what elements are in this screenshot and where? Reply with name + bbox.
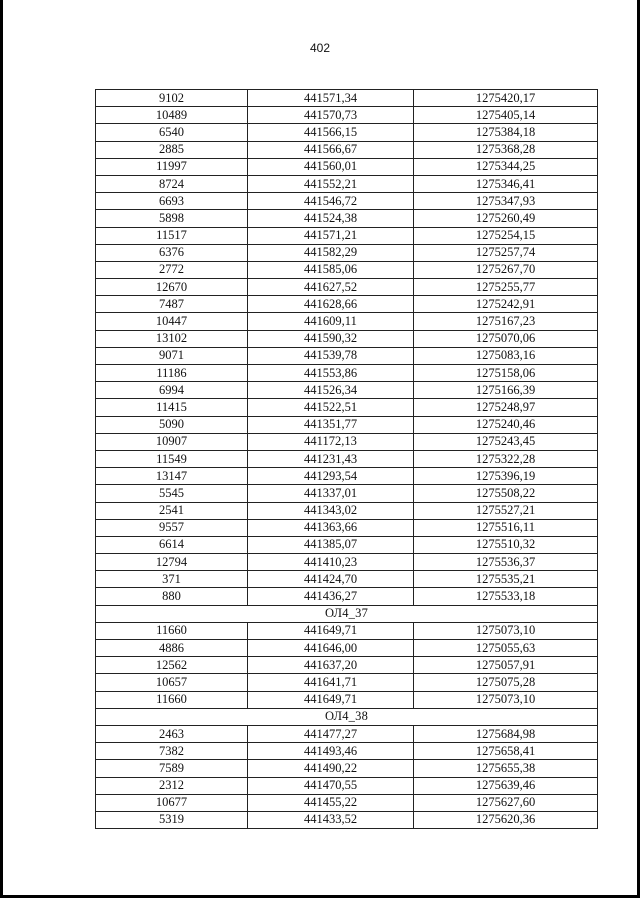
- x-coordinate-cell: 441337,01: [248, 485, 414, 502]
- y-coordinate-cell: 1275347,93: [414, 193, 598, 210]
- x-coordinate-cell: 441649,71: [248, 691, 414, 708]
- point-number-cell: 10677: [96, 794, 248, 811]
- x-coordinate-cell: 441490,22: [248, 760, 414, 777]
- point-number-cell: 880: [96, 588, 248, 605]
- coordinates-table: [95, 89, 598, 829]
- x-coordinate-cell: 441582,29: [248, 244, 414, 261]
- point-number-cell: 9071: [96, 347, 248, 364]
- y-coordinate-cell: 1275075,28: [414, 674, 598, 691]
- table-row: [96, 554, 598, 571]
- point-number-cell: 11549: [96, 450, 248, 467]
- table-row: [96, 794, 598, 811]
- table-row: [96, 519, 598, 536]
- table-row: [96, 743, 598, 760]
- x-coordinate-cell: 441477,27: [248, 725, 414, 742]
- x-coordinate-cell: 441424,70: [248, 571, 414, 588]
- y-coordinate-cell: 1275344,25: [414, 158, 598, 175]
- x-coordinate-cell: 441571,34: [248, 90, 414, 107]
- x-coordinate-cell: 441627,52: [248, 279, 414, 296]
- x-coordinate-cell: 441566,67: [248, 141, 414, 158]
- x-coordinate-cell: 441641,71: [248, 674, 414, 691]
- table-row: [96, 725, 598, 742]
- y-coordinate-cell: 1275627,60: [414, 794, 598, 811]
- point-number-cell: 4886: [96, 640, 248, 657]
- point-number-cell: 12794: [96, 554, 248, 571]
- table-row: [96, 811, 598, 828]
- point-number-cell: 10907: [96, 433, 248, 450]
- point-number-cell: 5898: [96, 210, 248, 227]
- point-number-cell: 10489: [96, 107, 248, 124]
- point-number-cell: 6376: [96, 244, 248, 261]
- table-row: [96, 536, 598, 553]
- x-coordinate-cell: 441351,77: [248, 416, 414, 433]
- section-header-row: [96, 605, 598, 622]
- point-number-cell: 11660: [96, 622, 248, 639]
- table-row: [96, 141, 598, 158]
- table-row: [96, 124, 598, 141]
- x-coordinate-cell: 441585,06: [248, 261, 414, 278]
- y-coordinate-cell: 1275684,98: [414, 725, 598, 742]
- x-coordinate-cell: 441560,01: [248, 158, 414, 175]
- point-number-cell: 6614: [96, 536, 248, 553]
- y-coordinate-cell: 1275073,10: [414, 622, 598, 639]
- table-row: [96, 588, 598, 605]
- point-number-cell: 5545: [96, 485, 248, 502]
- point-number-cell: 6693: [96, 193, 248, 210]
- x-coordinate-cell: 441526,34: [248, 382, 414, 399]
- page-number: 402: [309, 41, 331, 55]
- x-coordinate-cell: 441363,66: [248, 519, 414, 536]
- table-row: [96, 640, 598, 657]
- x-coordinate-cell: 441522,51: [248, 399, 414, 416]
- x-coordinate-cell: 441566,15: [248, 124, 414, 141]
- table-row: [96, 158, 598, 175]
- y-coordinate-cell: 1275516,11: [414, 519, 598, 536]
- table-row: [96, 90, 598, 107]
- point-number-cell: 2541: [96, 502, 248, 519]
- y-coordinate-cell: 1275420,17: [414, 90, 598, 107]
- y-coordinate-cell: 1275655,38: [414, 760, 598, 777]
- coordinates-table-body: [96, 90, 598, 829]
- point-number-cell: 10657: [96, 674, 248, 691]
- point-number-cell: 11186: [96, 365, 248, 382]
- table-row: [96, 674, 598, 691]
- table-row: [96, 296, 598, 313]
- x-coordinate-cell: 441470,55: [248, 777, 414, 794]
- x-coordinate-cell: 441570,73: [248, 107, 414, 124]
- y-coordinate-cell: 1275384,18: [414, 124, 598, 141]
- point-number-cell: 11415: [96, 399, 248, 416]
- section-header-row: [96, 708, 598, 725]
- y-coordinate-cell: 1275620,36: [414, 811, 598, 828]
- y-coordinate-cell: 1275242,91: [414, 296, 598, 313]
- y-coordinate-cell: 1275260,49: [414, 210, 598, 227]
- point-number-cell: 9557: [96, 519, 248, 536]
- y-coordinate-cell: 1275255,77: [414, 279, 598, 296]
- x-coordinate-cell: 441649,71: [248, 622, 414, 639]
- y-coordinate-cell: 1275533,18: [414, 588, 598, 605]
- point-number-cell: 2885: [96, 141, 248, 158]
- table-row: [96, 468, 598, 485]
- x-coordinate-cell: 441172,13: [248, 433, 414, 450]
- table-row: [96, 261, 598, 278]
- point-number-cell: 2312: [96, 777, 248, 794]
- point-number-cell: 11997: [96, 158, 248, 175]
- y-coordinate-cell: 1275254,15: [414, 227, 598, 244]
- table-row: [96, 657, 598, 674]
- table-row: [96, 210, 598, 227]
- point-number-cell: 13102: [96, 330, 248, 347]
- point-number-cell: 7589: [96, 760, 248, 777]
- point-number-cell: 8724: [96, 175, 248, 192]
- table-row: [96, 416, 598, 433]
- x-coordinate-cell: 441637,20: [248, 657, 414, 674]
- x-coordinate-cell: 441231,43: [248, 450, 414, 467]
- y-coordinate-cell: 1275073,10: [414, 691, 598, 708]
- x-coordinate-cell: 441590,32: [248, 330, 414, 347]
- point-number-cell: 10447: [96, 313, 248, 330]
- point-number-cell: 2772: [96, 261, 248, 278]
- y-coordinate-cell: 1275257,74: [414, 244, 598, 261]
- x-coordinate-cell: 441524,38: [248, 210, 414, 227]
- point-number-cell: 7487: [96, 296, 248, 313]
- point-number-cell: 7382: [96, 743, 248, 760]
- table-row: [96, 622, 598, 639]
- x-coordinate-cell: 441546,72: [248, 193, 414, 210]
- y-coordinate-cell: 1275055,63: [414, 640, 598, 657]
- point-number-cell: 6994: [96, 382, 248, 399]
- section-label: ОЛ4_37: [96, 605, 598, 622]
- point-number-cell: 12670: [96, 279, 248, 296]
- table-row: [96, 502, 598, 519]
- x-coordinate-cell: 441433,52: [248, 811, 414, 828]
- x-coordinate-cell: 441343,02: [248, 502, 414, 519]
- point-number-cell: 11517: [96, 227, 248, 244]
- y-coordinate-cell: 1275508,22: [414, 485, 598, 502]
- y-coordinate-cell: 1275267,70: [414, 261, 598, 278]
- table-row: [96, 193, 598, 210]
- y-coordinate-cell: 1275535,21: [414, 571, 598, 588]
- x-coordinate-cell: 441410,23: [248, 554, 414, 571]
- table-row: [96, 571, 598, 588]
- y-coordinate-cell: 1275166,39: [414, 382, 598, 399]
- x-coordinate-cell: 441552,21: [248, 175, 414, 192]
- y-coordinate-cell: 1275368,28: [414, 141, 598, 158]
- y-coordinate-cell: 1275510,32: [414, 536, 598, 553]
- point-number-cell: 2463: [96, 725, 248, 742]
- point-number-cell: 5090: [96, 416, 248, 433]
- y-coordinate-cell: 1275057,91: [414, 657, 598, 674]
- table-row: [96, 691, 598, 708]
- y-coordinate-cell: 1275536,37: [414, 554, 598, 571]
- y-coordinate-cell: 1275405,14: [414, 107, 598, 124]
- table-row: [96, 382, 598, 399]
- table-row: [96, 175, 598, 192]
- y-coordinate-cell: 1275248,97: [414, 399, 598, 416]
- document-page: [3, 0, 637, 895]
- x-coordinate-cell: 441609,11: [248, 313, 414, 330]
- y-coordinate-cell: 1275527,21: [414, 502, 598, 519]
- point-number-cell: 13147: [96, 468, 248, 485]
- table-row: [96, 107, 598, 124]
- y-coordinate-cell: 1275322,28: [414, 450, 598, 467]
- table-row: [96, 485, 598, 502]
- table-row: [96, 227, 598, 244]
- point-number-cell: 371: [96, 571, 248, 588]
- y-coordinate-cell: 1275240,46: [414, 416, 598, 433]
- point-number-cell: 5319: [96, 811, 248, 828]
- x-coordinate-cell: 441293,54: [248, 468, 414, 485]
- table-row: [96, 365, 598, 382]
- point-number-cell: 12562: [96, 657, 248, 674]
- table-row: [96, 777, 598, 794]
- y-coordinate-cell: 1275346,41: [414, 175, 598, 192]
- table-row: [96, 399, 598, 416]
- x-coordinate-cell: 441436,27: [248, 588, 414, 605]
- y-coordinate-cell: 1275070,06: [414, 330, 598, 347]
- table-row: [96, 330, 598, 347]
- x-coordinate-cell: 441455,22: [248, 794, 414, 811]
- point-number-cell: 11660: [96, 691, 248, 708]
- table-row: [96, 347, 598, 364]
- point-number-cell: 9102: [96, 90, 248, 107]
- section-label: ОЛ4_38: [96, 708, 598, 725]
- x-coordinate-cell: 441385,07: [248, 536, 414, 553]
- table-row: [96, 244, 598, 261]
- y-coordinate-cell: 1275158,06: [414, 365, 598, 382]
- table-row: [96, 450, 598, 467]
- y-coordinate-cell: 1275396,19: [414, 468, 598, 485]
- table-row: [96, 433, 598, 450]
- x-coordinate-cell: 441539,78: [248, 347, 414, 364]
- x-coordinate-cell: 441628,66: [248, 296, 414, 313]
- y-coordinate-cell: 1275243,45: [414, 433, 598, 450]
- y-coordinate-cell: 1275167,23: [414, 313, 598, 330]
- y-coordinate-cell: 1275639,46: [414, 777, 598, 794]
- x-coordinate-cell: 441553,86: [248, 365, 414, 382]
- table-row: [96, 279, 598, 296]
- table-row: [96, 313, 598, 330]
- x-coordinate-cell: 441493,46: [248, 743, 414, 760]
- point-number-cell: 6540: [96, 124, 248, 141]
- x-coordinate-cell: 441646,00: [248, 640, 414, 657]
- table-row: [96, 760, 598, 777]
- y-coordinate-cell: 1275083,16: [414, 347, 598, 364]
- y-coordinate-cell: 1275658,41: [414, 743, 598, 760]
- x-coordinate-cell: 441571,21: [248, 227, 414, 244]
